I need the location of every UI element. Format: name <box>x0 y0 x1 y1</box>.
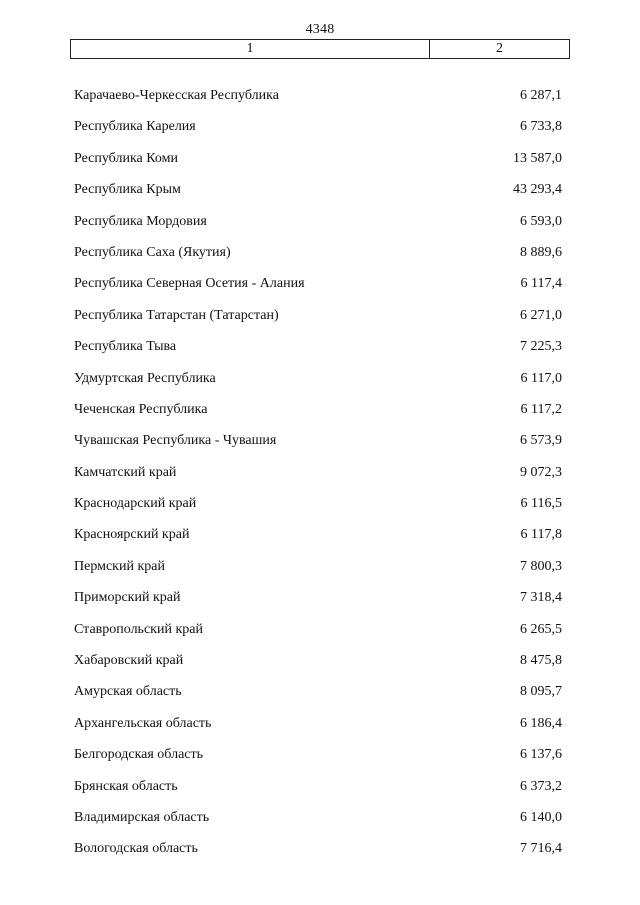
region-name: Республика Мордовия <box>74 213 207 229</box>
region-value: 6 117,0 <box>520 370 562 386</box>
region-value: 6 186,4 <box>520 715 562 731</box>
table-row <box>0 429 640 460</box>
table-row <box>0 398 640 429</box>
region-value: 43 293,4 <box>513 182 562 198</box>
region-value: 6 117,2 <box>520 401 562 417</box>
region-name: Республика Тыва <box>74 339 177 355</box>
region-value: 6 287,1 <box>520 88 562 103</box>
table-row <box>0 618 640 649</box>
region-value: 7 318,4 <box>520 590 562 606</box>
table-header <box>70 39 570 59</box>
region-value: 9 072,3 <box>520 464 562 480</box>
region-value: 7 800,3 <box>520 558 562 574</box>
table-row <box>0 335 640 366</box>
region-name: Приморский край <box>74 590 181 606</box>
region-value: 13 587,0 <box>513 150 562 166</box>
region-name: Красноярский край <box>74 527 190 543</box>
region-name: Краснодарский край <box>74 496 197 512</box>
region-value: 6 271,0 <box>520 307 562 323</box>
region-name: Республика Татарстан (Татарстан) <box>74 307 279 323</box>
table-row <box>0 649 640 680</box>
table-row <box>0 115 640 146</box>
table-row <box>0 304 640 335</box>
table-row <box>0 712 640 743</box>
table-row <box>0 84 640 115</box>
region-name: Чувашская Республика - Чувашия <box>74 433 277 449</box>
region-value: 6 140,0 <box>520 809 562 825</box>
table-row <box>0 241 640 272</box>
region-name: Архангельская область <box>74 715 212 731</box>
region-name: Республика Карелия <box>74 119 196 135</box>
region-value: 6 117,4 <box>520 276 562 292</box>
region-value: 6 573,9 <box>520 433 562 449</box>
table-row <box>0 461 640 492</box>
table-row <box>0 178 640 209</box>
column-header-1: 1 <box>71 40 430 58</box>
table-row <box>0 367 640 398</box>
table-row <box>0 775 640 806</box>
region-value: 6 373,2 <box>520 778 562 794</box>
region-value: 6 593,0 <box>520 213 562 229</box>
region-value: 6 733,8 <box>520 119 562 135</box>
region-value: 6 137,6 <box>520 747 562 763</box>
table-row <box>0 147 640 178</box>
region-value: 6 265,5 <box>520 621 562 637</box>
column-header-2: 2 <box>496 41 503 56</box>
region-value: 7 716,4 <box>520 841 562 857</box>
table-row <box>0 680 640 711</box>
region-name: Брянская область <box>74 778 178 794</box>
region-name: Камчатский край <box>74 464 177 480</box>
region-name: Республика Саха (Якутия) <box>74 244 231 260</box>
table-row <box>0 210 640 241</box>
region-name: Владимирская область <box>74 809 210 825</box>
table-row <box>0 586 640 617</box>
table-row <box>0 523 640 554</box>
region-name: Республика Крым <box>74 182 181 198</box>
region-name: Республика Коми <box>74 150 178 166</box>
region-name: Пермский край <box>74 558 165 574</box>
table-row <box>0 272 640 303</box>
region-value: 8 095,7 <box>520 684 562 700</box>
region-name: Амурская область <box>74 684 182 700</box>
table-row <box>0 743 640 774</box>
table-row <box>0 555 640 586</box>
table-row <box>0 806 640 837</box>
region-name: Вологодская область <box>74 841 198 857</box>
region-name: Белгородская область <box>74 747 204 763</box>
region-name: Удмуртская Республика <box>74 370 216 386</box>
region-name: Карачаево-Черкесская Республика <box>74 88 279 103</box>
region-value: 6 117,8 <box>520 527 562 543</box>
region-value: 6 116,5 <box>520 496 562 512</box>
table-body <box>0 84 640 869</box>
region-name: Хабаровский край <box>74 653 184 669</box>
region-value: 7 225,3 <box>520 339 562 355</box>
table-row <box>0 492 640 523</box>
table-row <box>0 837 640 868</box>
region-name: Чеченская Республика <box>74 401 208 417</box>
page-number: 4348 <box>305 22 335 37</box>
region-value: 8 475,8 <box>520 653 562 669</box>
region-name: Ставропольский край <box>74 621 203 637</box>
region-value: 8 889,6 <box>520 244 562 260</box>
region-name: Республика Северная Осетия - Алания <box>74 276 305 292</box>
